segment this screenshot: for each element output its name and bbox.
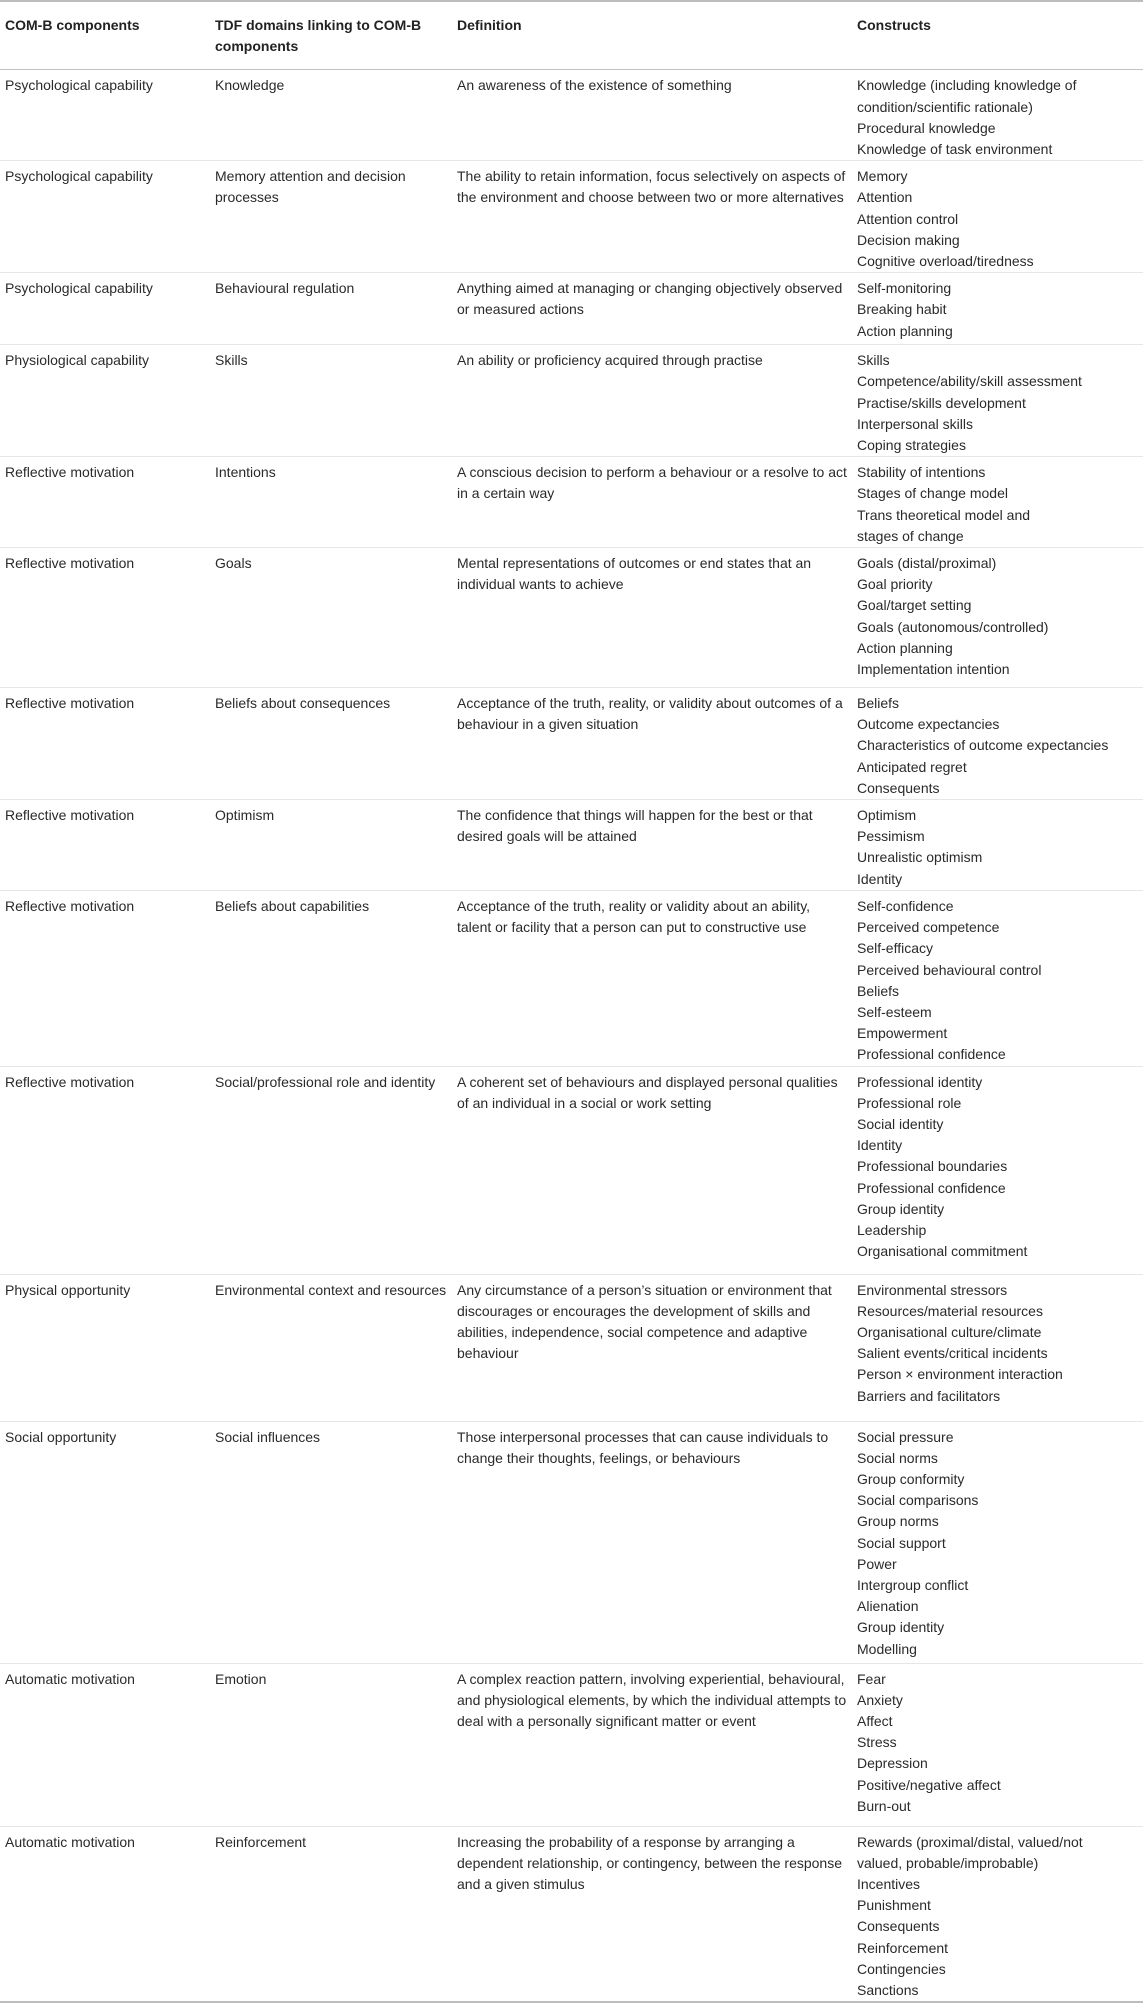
construct-item: Professional confidence: [857, 1179, 1006, 1196]
construct-item: Procedural knowledge: [857, 119, 996, 136]
definition-text: Acceptance of the truth, reality or validity about an ability, talent or facility that a person can put to constructive use: [457, 897, 811, 936]
construct-item: Power: [857, 1555, 897, 1572]
construct-item: Intergroup conflict: [857, 1576, 969, 1593]
tdf-domain-cell: [210, 1663, 452, 1826]
construct-item: Beliefs: [857, 982, 900, 999]
construct-item: Barriers and facilitators: [857, 1387, 1001, 1404]
definition-text: A coherent set of behaviours and displayed personal qualities of an individual in a social or work setting: [457, 1073, 838, 1111]
construct-item: Organisational culture/climate: [857, 1323, 1042, 1340]
tdf-domain-text: Reinforcement: [215, 1833, 307, 1850]
construct-item: Consequents: [857, 779, 940, 796]
construct-item: Perceived behavioural control: [857, 961, 1042, 978]
constructs-cell: [852, 457, 1143, 548]
construct-item: Professional boundaries: [857, 1158, 1008, 1175]
construct-item: Incentives: [857, 1875, 921, 1892]
definition-text: The ability to retain information, focus selectively on aspects of the environment and choose between two or more alternatives: [457, 168, 846, 206]
construct-item: Anticipated regret: [857, 758, 967, 775]
construct-item: Affect: [857, 1712, 893, 1729]
header-constructs: Constructs: [852, 1, 1143, 70]
com-b-component-text: Physical opportunity: [5, 1281, 131, 1298]
construct-item: condition/scientific rationale): [857, 98, 1033, 115]
tdf-domain-text: Intentions: [215, 464, 276, 481]
tdf-domain-text: Skills: [215, 352, 248, 369]
header-row: [0, 1, 1143, 70]
constructs-cell: [852, 890, 1143, 1066]
definition-text: Any circumstance of a person’s situation or environment that discourages or encourages the development of skills and abilities, independence, social competence and adaptive behaviour: [457, 1281, 832, 1362]
construct-item: Goals (autonomous/controlled): [857, 618, 1049, 635]
com-b-component-cell: [0, 161, 210, 273]
construct-item: Resources/material resources: [857, 1302, 1043, 1319]
definition-cell: [452, 1066, 852, 1274]
constructs-cell: [852, 548, 1143, 688]
constructs-cell: [852, 273, 1143, 345]
construct-item: Characteristics of outcome expectancies: [857, 737, 1109, 754]
construct-item: Reinforcement: [857, 1939, 949, 1956]
com-b-component-text: Reflective motivation: [5, 807, 135, 824]
constructs-cell: [852, 70, 1143, 161]
tdf-domain-cell: [210, 800, 452, 891]
construct-item: Social pressure: [857, 1428, 954, 1445]
com-b-component-text: Social opportunity: [5, 1428, 117, 1445]
com-b-component-cell: [0, 688, 210, 800]
constructs-cell: [852, 1066, 1143, 1274]
constructs-cell: [852, 1274, 1143, 1421]
construct-item: Optimism: [857, 807, 917, 824]
com-b-component-cell: [0, 1274, 210, 1421]
construct-item: Coping strategies: [857, 437, 966, 454]
construct-item: Professional role: [857, 1094, 962, 1111]
construct-item: Cognitive overload/tiredness: [857, 253, 1034, 270]
tdf-domain-text: Beliefs about capabilities: [215, 897, 370, 914]
tdf-domain-cell: [210, 70, 452, 161]
tdf-domain-cell: [210, 273, 452, 345]
definition-text: An ability or proficiency acquired through practise: [457, 352, 763, 369]
construct-item: Attention: [857, 189, 913, 206]
com-b-component-cell: [0, 1421, 210, 1663]
definition-cell: [452, 800, 852, 891]
construct-item: Group identity: [857, 1619, 945, 1636]
com-b-component-text: Reflective motivation: [5, 695, 135, 712]
tdf-domain-text: Knowledge: [215, 77, 285, 94]
table-row: [0, 161, 1143, 273]
definition-text: Acceptance of the truth, reality, or validity about outcomes of a behaviour in a given situation: [457, 695, 843, 733]
construct-item: Practise/skills development: [857, 394, 1026, 411]
construct-item: Leadership: [857, 1221, 927, 1238]
com-b-component-cell: [0, 800, 210, 891]
tdf-domain-cell: [210, 345, 452, 457]
construct-item: Skills: [857, 352, 890, 369]
definition-cell: [452, 1421, 852, 1663]
definition-text: Mental representations of outcomes or end states that an individual wants to achieve: [457, 555, 812, 593]
com-b-component-cell: [0, 273, 210, 345]
construct-item: Social support: [857, 1534, 946, 1551]
definition-cell: [452, 161, 852, 273]
constructs-cell: [852, 161, 1143, 273]
construct-item: Outcome expectancies: [857, 716, 1000, 733]
definition-cell: [452, 1274, 852, 1421]
table-row: [0, 548, 1143, 688]
com-b-component-text: Psychological capability: [5, 168, 153, 185]
construct-item: Organisational commitment: [857, 1243, 1028, 1260]
com-b-component-text: Automatic motivation: [5, 1670, 135, 1687]
construct-item: Group conformity: [857, 1470, 965, 1487]
com-b-component-text: Physiological capability: [5, 352, 149, 369]
construct-item: Rewards (proximal/distal, valued/not: [857, 1833, 1083, 1850]
definition-cell: [452, 457, 852, 548]
tdf-domain-text: Memory attention and decision processes: [215, 168, 406, 206]
construct-item: Action planning: [857, 322, 953, 339]
construct-item: Goal/target setting: [857, 597, 972, 614]
table-row: [0, 70, 1143, 161]
construct-item: Implementation intention: [857, 661, 1010, 678]
definition-cell: [452, 890, 852, 1066]
com-b-component-text: Automatic motivation: [5, 1833, 135, 1850]
construct-item: Environmental stressors: [857, 1281, 1008, 1298]
construct-item: Beliefs: [857, 695, 900, 712]
table-row: [0, 1663, 1143, 1826]
construct-item: Memory: [857, 168, 908, 185]
table-row: [0, 457, 1143, 548]
construct-item: Knowledge (including knowledge of: [857, 77, 1077, 94]
construct-item: Depression: [857, 1755, 928, 1772]
construct-item: Trans theoretical model and: [857, 506, 1031, 523]
com-b-component-cell: [0, 1066, 210, 1274]
header-tdf-domains: TDF domains linking to COM-B components: [210, 1, 452, 70]
constructs-cell: [852, 1421, 1143, 1663]
construct-item: Decision making: [857, 231, 960, 248]
construct-item: stages of change: [857, 527, 964, 544]
construct-item: Social norms: [857, 1449, 938, 1466]
tdf-domain-text: Social influences: [215, 1428, 321, 1445]
tdf-domain-cell: [210, 890, 452, 1066]
construct-item: Stress: [857, 1734, 897, 1751]
tdf-domain-text: Beliefs about consequences: [215, 695, 391, 712]
com-b-component-text: Reflective motivation: [5, 1073, 135, 1090]
table-row: [0, 890, 1143, 1066]
definition-text: An awareness of the existence of something: [457, 77, 732, 94]
construct-item: Self-esteem: [857, 1003, 932, 1020]
com-b-component-text: Reflective motivation: [5, 555, 135, 572]
definition-text: Anything aimed at managing or changing objectively observed or measured actions: [457, 280, 843, 318]
construct-item: Empowerment: [857, 1025, 948, 1042]
table-header: [0, 1, 1143, 70]
definition-text: The confidence that things will happen for the best or that desired goals will be attained: [457, 807, 813, 845]
construct-item: Perceived competence: [857, 919, 1000, 936]
construct-item: Attention control: [857, 210, 959, 227]
table-row: [0, 688, 1143, 800]
com-b-component-cell: [0, 548, 210, 688]
definition-cell: [452, 70, 852, 161]
tdf-domain-cell: [210, 688, 452, 800]
tdf-domain-text: Goals: [215, 555, 252, 572]
definition-cell: [452, 273, 852, 345]
constructs-cell: [852, 1663, 1143, 1826]
construct-item: Unrealistic optimism: [857, 849, 983, 866]
construct-item: Fear: [857, 1670, 886, 1687]
construct-item: valued, probable/improbable): [857, 1854, 1039, 1871]
construct-item: Contingencies: [857, 1960, 946, 1977]
tdf-domain-cell: [210, 1421, 452, 1663]
header-definition: Definition: [452, 1, 852, 70]
construct-item: Stability of intentions: [857, 464, 986, 481]
construct-item: Alienation: [857, 1598, 919, 1615]
construct-item: Interpersonal skills: [857, 415, 973, 432]
construct-item: Consequents: [857, 1918, 940, 1935]
table-row: [0, 800, 1143, 891]
definition-text: A conscious decision to perform a behaviour or a resolve to act in a certain way: [457, 464, 847, 502]
tdf-domain-cell: [210, 161, 452, 273]
tdf-domain-text: Emotion: [215, 1670, 267, 1687]
com-b-component-cell: [0, 457, 210, 548]
tdf-domain-text: Behavioural regulation: [215, 280, 355, 297]
construct-item: Self-efficacy: [857, 940, 933, 957]
construct-item: Group norms: [857, 1513, 939, 1530]
tdf-domain-text: Optimism: [215, 807, 275, 824]
construct-item: Professional confidence: [857, 1046, 1006, 1063]
construct-item: Competence/ability/skill assessment: [857, 373, 1082, 390]
construct-item: Social identity: [857, 1115, 944, 1132]
construct-item: Professional identity: [857, 1073, 983, 1090]
construct-item: Sanctions: [857, 1981, 919, 1998]
construct-item: Anxiety: [857, 1691, 903, 1708]
tdf-domain-cell: [210, 548, 452, 688]
construct-item: Salient events/critical incidents: [857, 1345, 1048, 1362]
construct-item: Burn-out: [857, 1797, 911, 1814]
tdf-domain-cell: [210, 1066, 452, 1274]
construct-item: Action planning: [857, 639, 953, 656]
construct-item: Stages of change model: [857, 485, 1008, 502]
construct-item: Identity: [857, 1137, 903, 1154]
table-row: [0, 345, 1143, 457]
construct-item: Person × environment interaction: [857, 1366, 1063, 1383]
definition-cell: [452, 688, 852, 800]
construct-item: Goals (distal/proximal): [857, 555, 997, 572]
definition-cell: [452, 345, 852, 457]
construct-item: Modelling: [857, 1640, 917, 1657]
definition-text: Increasing the probability of a response by arranging a dependent relationship, or contingency, between the response and a given stimulus: [457, 1833, 843, 1892]
tdf-domain-text: Social/professional role and identity: [215, 1073, 436, 1090]
com-b-component-cell: [0, 70, 210, 161]
tdf-domain-text: Environmental context and resources: [215, 1281, 447, 1298]
com-b-component-cell: [0, 345, 210, 457]
table-row: [0, 1066, 1143, 1274]
table-row: [0, 273, 1143, 345]
definition-text: Those interpersonal processes that can cause individuals to change their thoughts, feelings, or behaviours: [457, 1428, 829, 1466]
construct-item: Positive/negative affect: [857, 1776, 1001, 1793]
construct-item: Self-monitoring: [857, 280, 952, 297]
construct-item: Social comparisons: [857, 1492, 979, 1509]
table-row: [0, 1421, 1143, 1663]
definition-cell: [452, 1663, 852, 1826]
construct-item: Knowledge of task environment: [857, 141, 1053, 158]
table-row: [0, 1274, 1143, 1421]
constructs-cell: [852, 800, 1143, 891]
com-b-component-cell: [0, 890, 210, 1066]
com-b-component-text: Reflective motivation: [5, 464, 135, 481]
construct-item: Identity: [857, 870, 903, 887]
table-body: [0, 70, 1143, 2002]
com-b-component-text: Reflective motivation: [5, 897, 135, 914]
constructs-cell: [852, 688, 1143, 800]
definition-cell: [452, 548, 852, 688]
construct-item: Self-confidence: [857, 897, 954, 914]
header-com-b-components: COM-B components: [0, 1, 210, 70]
constructs-cell: [852, 345, 1143, 457]
com-b-component-text: Psychological capability: [5, 280, 153, 297]
com-b-component-cell: [0, 1663, 210, 1826]
com-b-component-text: Psychological capability: [5, 77, 153, 94]
construct-item: Breaking habit: [857, 301, 947, 318]
tdf-domain-cell: [210, 457, 452, 548]
construct-item: Punishment: [857, 1897, 931, 1914]
construct-item: Pessimism: [857, 828, 925, 845]
construct-item: Goal priority: [857, 576, 933, 593]
tdf-domain-cell: [210, 1274, 452, 1421]
construct-item: Group identity: [857, 1200, 945, 1217]
definition-text: A complex reaction pattern, involving experiential, behavioural, and physiological elements, by which the individual attempts to deal with a personally significant matter or event: [457, 1670, 847, 1729]
